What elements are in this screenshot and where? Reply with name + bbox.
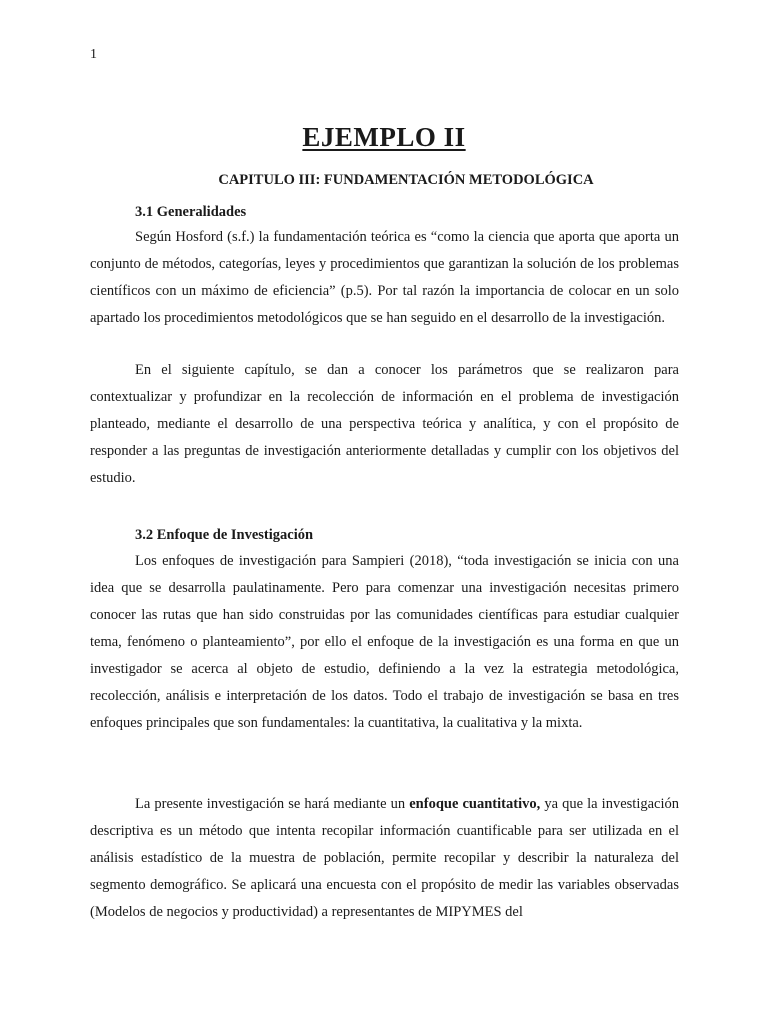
section-heading-enfoque: 3.2 Enfoque de Investigación	[135, 527, 314, 543]
paragraph-generalidades-2: En el siguiente capítulo, se dan a conocer los parámetros que se realizaron para contextualizar y profundizar en la recolección de información en el problema de investigación planteado, mediante el desarrollo de una perspectiva teórica y analítica, y con el propósito de responder a las preguntas de investigación anteriormente detalladas y cumplir con los objetivos del estudio.	[90, 362, 679, 486]
section-heading-generalidades: 3.1 Generalidades	[135, 204, 247, 220]
paragraph-enfoque-2	[90, 791, 679, 926]
paragraph-enfoque-1: Los enfoques de investigación para Sampieri (2018), “toda investigación se inicia con una idea que se desarrolla paulatinamente. Pero para comenzar una investigación necesitas primero conocer las rutas que han sido construidas por las comunidades científicas para estudiar cualquier tema, fenómeno o planteamiento”, por ello el enfoque de la investigación es una forma en que un investigador se acerca al objeto de estudio, definiendo a la vez la estrategia metodológica, recolección, análisis e interpretación de los datos. Todo el trabajo de investigación se basa en tres enfoques principales que son fundamentales: la cuantitativa, la cualitativa y la mixta.	[90, 553, 679, 731]
page-number: 1	[90, 47, 97, 62]
bold-term-enfoque-cuantitativo: enfoque cuantitativo,	[409, 796, 541, 812]
paragraph-enfoque-2-start: La presente investigación se hará mediante un	[135, 796, 410, 812]
paragraph-enfoque-2-rest: ya que la investigación descriptiva es un método que intenta recopilar información cuantificable para ser utilizada en el análisis estadístico de la muestra de población, permite recopilar y describir la naturaleza del segmento demográfico. Se aplicará una encuesta con el propósito de medir las variables observadas (Modelos de negocios y productividad) a representantes de MIPYMES del	[90, 796, 679, 920]
chapter-title: CAPITULO III: FUNDAMENTACIÓN METODOLÓGICA	[218, 172, 594, 188]
document-title: EJEMPLO II	[302, 122, 466, 152]
paragraph-generalidades-1: Según Hosford (s.f.) la fundamentación teórica es “como la ciencia que aporta que aporta un conjunto de métodos, categorías, leyes y procedimientos que garantizan la solución de los problemas científicos con un máximo de eficiencia” (p.5). Por tal razón la importancia de colocar en un solo apartado los procedimientos metodológicos que se han seguido en el desarrollo de la investigación.	[90, 229, 679, 326]
